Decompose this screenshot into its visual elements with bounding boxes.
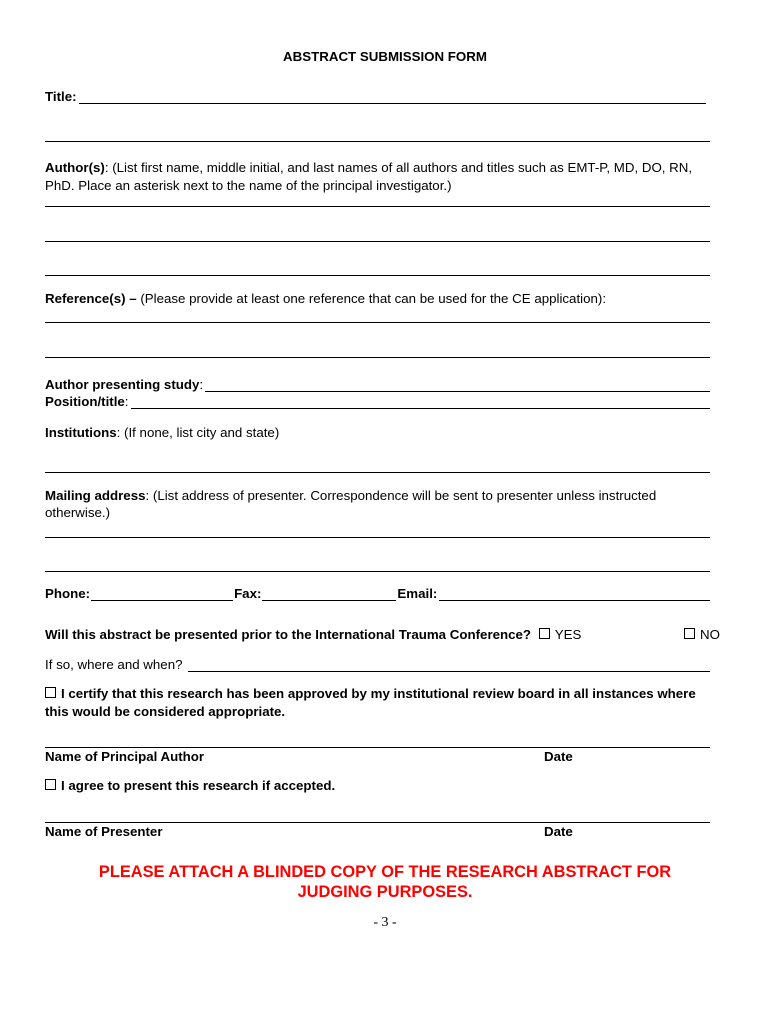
presenting-author-field[interactable] [205,379,710,392]
title-field[interactable] [79,91,706,104]
position-colon: : [124,394,129,409]
institutions-hint: : (If none, list city and state) [116,425,280,440]
references-label: Reference(s) – [45,291,141,306]
irb-section [45,685,710,721]
presenting-colon: : [199,377,204,392]
authors-field-line-3[interactable] [45,275,710,276]
position-title-field[interactable] [131,396,711,409]
institutions-section [45,425,710,440]
fax-field[interactable] [262,588,396,601]
email-field[interactable] [439,588,710,601]
prior-presentation-row [45,627,720,642]
authors-label: Author(s) [45,160,105,175]
references-hint: (Please provide at least one reference that can be used for the CE application): [140,291,607,306]
references-field-line-1[interactable] [45,322,710,323]
institutions-field-line[interactable] [45,472,710,473]
mailing-hint: : (List address of presenter. Correspondence will be sent to presenter unless instructed otherwise.) [45,488,657,520]
authors-field-line-2[interactable] [45,241,710,242]
attach-notice-line-1: PLEASE ATTACH A BLINDED COPY OF THE RESEARCH ABSTRACT FOR [98,863,672,881]
prior-question: Will this abstract be presented prior to the International Trauma Conference? [45,627,532,642]
phone-label: Phone: [45,586,91,601]
where-when-label: If so, where and when? [45,657,183,672]
fax-label: Fax: [234,586,262,601]
where-when-field[interactable] [188,659,711,672]
agree-section [45,778,710,793]
attach-notice [0,862,770,902]
email-label: Email: [397,586,438,601]
agree-checkbox[interactable] [45,779,56,790]
mailing-field-line-2[interactable] [45,571,710,572]
yes-label: YES [554,627,582,642]
title-row [45,89,710,104]
references-field-line-2[interactable] [45,357,710,358]
presenting-author-row [45,377,710,392]
presenter-label: Name of Presenter [45,824,163,839]
presenting-author-label: Author presenting study [45,377,200,392]
authors-field-line-1[interactable] [45,206,710,207]
title-field-line-2[interactable] [45,141,710,142]
where-when-row [45,657,710,672]
yes-option[interactable] [539,627,582,642]
no-label: NO [700,627,720,642]
position-title-row [45,394,710,409]
attach-notice-line-2: JUDGING PURPOSES. [297,883,473,901]
mailing-section [45,487,708,521]
irb-statement: I certify that this research has been approved by my institutional review board in all instances where this would be considered appropriate. [45,686,696,719]
mailing-label: Mailing address [45,488,146,503]
no-checkbox[interactable] [684,628,695,639]
principal-author-label: Name of Principal Author [45,749,205,764]
title-label: Title: [45,89,77,104]
presenter-signature-line[interactable] [45,822,710,823]
irb-checkbox[interactable] [45,687,56,698]
presenter-date-label: Date [544,824,573,839]
institutions-label: Institutions [45,425,117,440]
phone-field[interactable] [91,588,233,601]
principal-author-date-label: Date [544,749,573,764]
page-number: - 3 - [373,915,397,930]
yes-checkbox[interactable] [539,628,550,639]
authors-section [45,159,725,195]
form-heading: ABSTRACT SUBMISSION FORM [283,49,487,64]
authors-hint: : (List first name, middle initial, and last names of all authors and titles such as EMT-P, MD, DO, RN, PhD. Place an asterisk next to the name of the principal investigator.) [45,160,693,193]
position-title-label: Position/title [45,394,125,409]
no-option[interactable] [684,627,720,642]
mailing-field-line-1[interactable] [45,537,710,538]
agree-statement: I agree to present this research if accepted. [61,778,336,793]
contact-row [45,586,710,601]
references-section [45,291,710,306]
principal-author-signature-line[interactable] [45,747,710,748]
